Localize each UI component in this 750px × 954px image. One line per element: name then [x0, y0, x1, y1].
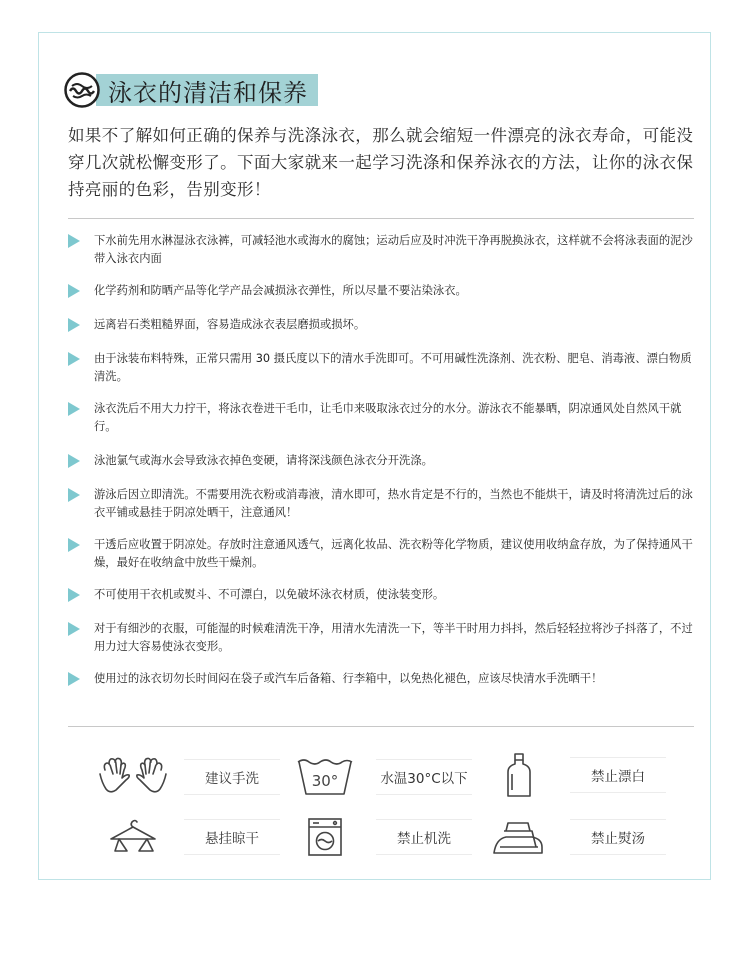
arrow-icon — [68, 488, 80, 502]
tip-item — [68, 486, 694, 522]
hanger-icon — [98, 814, 168, 860]
arrow-icon — [68, 538, 80, 552]
tip-item — [68, 350, 694, 386]
tip-text: 使用过的泳衣切勿长时间闷在袋子或汽车后备箱、行李箱中，以免热化褪色，应该尽快清水手洗晒干！ — [94, 672, 603, 685]
water-temp-label: 水温30°C以下 — [376, 759, 472, 795]
care-hand-wash — [98, 754, 280, 800]
tip-text: 干透后应收置于阴凉处。存放时注意通风透气，远离化妆品、洗衣粉等化学物质，建议使用收纳盒存放，为了保持通风干燥，最好在收纳盒中放些干燥剂。 — [94, 538, 693, 569]
tip-item — [68, 586, 694, 604]
tip-item — [68, 536, 694, 572]
tip-item — [68, 232, 694, 268]
intro-paragraph: 如果不了解如何正确的保养与洗涤泳衣，那么就会缩短一件漂亮的泳衣寿命，可能没穿几次就松懈变形了。下面大家就来一起学习洗涤和保养泳衣的方法，让你的泳衣保持亮丽的色彩，告别变形！ — [68, 126, 694, 199]
care-no-machine — [290, 814, 472, 860]
arrow-icon — [68, 454, 80, 468]
care-water-temp — [290, 754, 472, 800]
care-hang-dry — [98, 814, 280, 860]
arrow-icon — [68, 234, 80, 248]
arrow-icon — [68, 318, 80, 332]
tip-item — [68, 452, 694, 470]
bleach-bottle-icon — [484, 752, 554, 798]
divider-top — [68, 218, 694, 219]
arrow-icon — [68, 352, 80, 366]
hang-dry-label: 悬挂晾干 — [184, 819, 280, 855]
tip-item — [68, 400, 694, 436]
tip-text: 泳池氯气或海水会导致泳衣掉色变硬，请将深浅颜色泳衣分开洗涤。 — [94, 454, 433, 467]
no-machine-label: 禁止机洗 — [376, 819, 472, 855]
washing-machine-icon — [290, 814, 360, 860]
care-no-bleach — [484, 752, 666, 798]
wash-temp-text: 30° — [311, 772, 339, 790]
arrow-icon — [68, 402, 80, 416]
tip-text: 远离岩石类粗糙界面，容易造成泳衣表层磨损或损坏。 — [94, 318, 366, 331]
iron-icon — [484, 814, 554, 860]
arrow-icon — [68, 622, 80, 636]
tip-text: 对于有细沙的衣服，可能湿的时候难清洗干净，用清水先清洗一下，等半干时用力抖抖，然后轻轻拉将沙子抖落了，不过用力过大容易使泳衣变形。 — [94, 622, 693, 653]
swimwear-logo-icon — [64, 72, 100, 108]
divider-bottom — [68, 726, 694, 727]
hand-wash-icon — [98, 754, 168, 800]
tip-text: 下水前先用水淋湿泳衣泳裤，可减轻池水或海水的腐蚀；运动后应及时冲洗干净再脱换泳衣，这样就不会将泳表面的泥沙带入泳衣内面 — [94, 234, 693, 265]
section-header — [64, 72, 318, 108]
tip-item — [68, 282, 694, 300]
tip-item — [68, 670, 694, 688]
tip-text: 不可使用干衣机或熨斗、不可漂白，以免破坏泳衣材质，使泳装变形。 — [94, 588, 445, 601]
tip-text: 游泳后因立即清洗。不需要用洗衣粉或消毒液，清水即可，热水肯定是不行的，当然也不能烘干，请及时将清洗过后的泳衣平铺或悬挂于阴凉处晒干，注意通风！ — [94, 488, 693, 519]
section-title: 泳衣的清洁和保养 — [96, 74, 318, 106]
tip-item — [68, 316, 694, 334]
care-symbols — [68, 744, 694, 864]
care-no-iron — [484, 814, 666, 860]
tip-text: 化学药剂和防晒产品等化学产品会减损泳衣弹性，所以尽量不要沾染泳衣。 — [94, 284, 467, 297]
no-bleach-label: 禁止漂白 — [570, 757, 666, 793]
hand-wash-label: 建议手洗 — [184, 759, 280, 795]
care-tips-list — [68, 232, 694, 688]
tip-text: 泳衣洗后不用大力拧干，将泳衣卷进干毛巾，让毛巾来吸取泳衣过分的水分。游泳衣不能暴晒，阴凉通风处自然风干就行。 — [94, 402, 682, 433]
tip-text: 由于泳装布料特殊，正常只需用 30 摄氏度以下的清水手洗即可。不可用碱性洗涤剂、洗衣粉、肥皂、消毒液、漂白物质清洗。 — [94, 352, 692, 383]
arrow-icon — [68, 588, 80, 602]
wash-30-icon — [290, 754, 360, 800]
tip-item — [68, 620, 694, 656]
arrow-icon — [68, 672, 80, 686]
no-iron-label: 禁止熨汤 — [570, 819, 666, 855]
arrow-icon — [68, 284, 80, 298]
